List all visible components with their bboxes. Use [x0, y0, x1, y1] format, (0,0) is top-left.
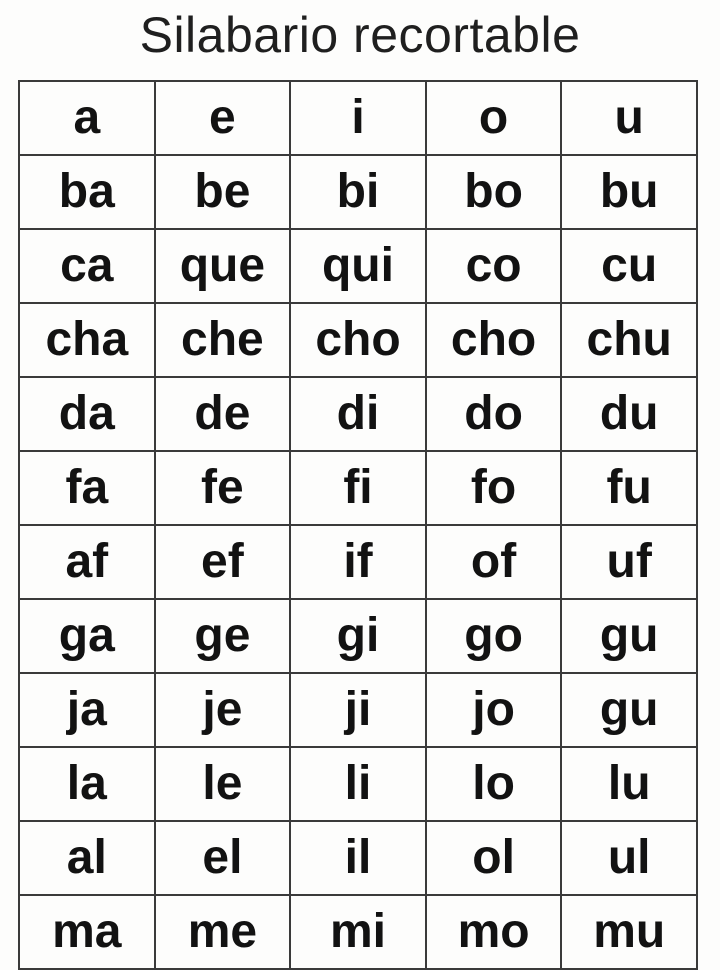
syllable-table	[18, 80, 698, 970]
syllable-cell: af	[19, 525, 155, 599]
syllable-cell: ol	[426, 821, 562, 895]
syllable-cell: uf	[561, 525, 697, 599]
table-row	[19, 81, 697, 155]
syllable-cell: li	[290, 747, 426, 821]
syllable-cell: ef	[155, 525, 291, 599]
syllable-cell: fa	[19, 451, 155, 525]
syllable-cell: go	[426, 599, 562, 673]
table-row	[19, 525, 697, 599]
syllable-cell: qui	[290, 229, 426, 303]
syllable-cell: ba	[19, 155, 155, 229]
syllable-cell: cho	[290, 303, 426, 377]
syllable-cell: be	[155, 155, 291, 229]
syllable-cell: che	[155, 303, 291, 377]
page-title: Silabario recortable	[139, 7, 581, 63]
syllable-cell: e	[155, 81, 291, 155]
syllable-cell: fi	[290, 451, 426, 525]
table-row	[19, 821, 697, 895]
syllable-cell: a	[19, 81, 155, 155]
syllable-cell: ma	[19, 895, 155, 969]
syllable-cell: fe	[155, 451, 291, 525]
syllable-cell: co	[426, 229, 562, 303]
syllable-cell: ge	[155, 599, 291, 673]
syllable-cell: da	[19, 377, 155, 451]
syllable-cell: i	[290, 81, 426, 155]
syllable-cell: ga	[19, 599, 155, 673]
syllable-cell: ca	[19, 229, 155, 303]
syllable-cell: cha	[19, 303, 155, 377]
syllable-cell: o	[426, 81, 562, 155]
table-row	[19, 895, 697, 969]
table-row	[19, 303, 697, 377]
syllable-cell: mo	[426, 895, 562, 969]
syllable-cell: ja	[19, 673, 155, 747]
syllable-cell: la	[19, 747, 155, 821]
syllable-cell: do	[426, 377, 562, 451]
syllable-cell: fu	[561, 451, 697, 525]
syllable-cell: de	[155, 377, 291, 451]
syllable-cell: du	[561, 377, 697, 451]
syllable-cell: of	[426, 525, 562, 599]
table-row	[19, 377, 697, 451]
syllable-cell: que	[155, 229, 291, 303]
syllable-cell: lu	[561, 747, 697, 821]
syllable-cell: bo	[426, 155, 562, 229]
table-row	[19, 599, 697, 673]
syllable-cell: il	[290, 821, 426, 895]
syllable-cell: cu	[561, 229, 697, 303]
syllable-cell: cho	[426, 303, 562, 377]
syllable-cell: mu	[561, 895, 697, 969]
syllable-cell: ji	[290, 673, 426, 747]
syllable-cell: gi	[290, 599, 426, 673]
syllable-cell: al	[19, 821, 155, 895]
table-row	[19, 673, 697, 747]
syllable-cell: chu	[561, 303, 697, 377]
syllable-cell: ul	[561, 821, 697, 895]
syllable-cell: bi	[290, 155, 426, 229]
syllable-cell: if	[290, 525, 426, 599]
syllable-cell: je	[155, 673, 291, 747]
syllable-cell: me	[155, 895, 291, 969]
table-row	[19, 155, 697, 229]
syllable-table-body	[19, 81, 697, 969]
syllable-cell: le	[155, 747, 291, 821]
table-row	[19, 229, 697, 303]
syllable-cell: fo	[426, 451, 562, 525]
table-row	[19, 747, 697, 821]
table-row	[19, 451, 697, 525]
syllable-cell: gu	[561, 673, 697, 747]
syllable-cell: mi	[290, 895, 426, 969]
syllable-cell: di	[290, 377, 426, 451]
syllable-cell: bu	[561, 155, 697, 229]
syllable-cell: u	[561, 81, 697, 155]
syllable-cell: jo	[426, 673, 562, 747]
syllable-cell: gu	[561, 599, 697, 673]
syllable-cell: el	[155, 821, 291, 895]
syllable-cell: lo	[426, 747, 562, 821]
